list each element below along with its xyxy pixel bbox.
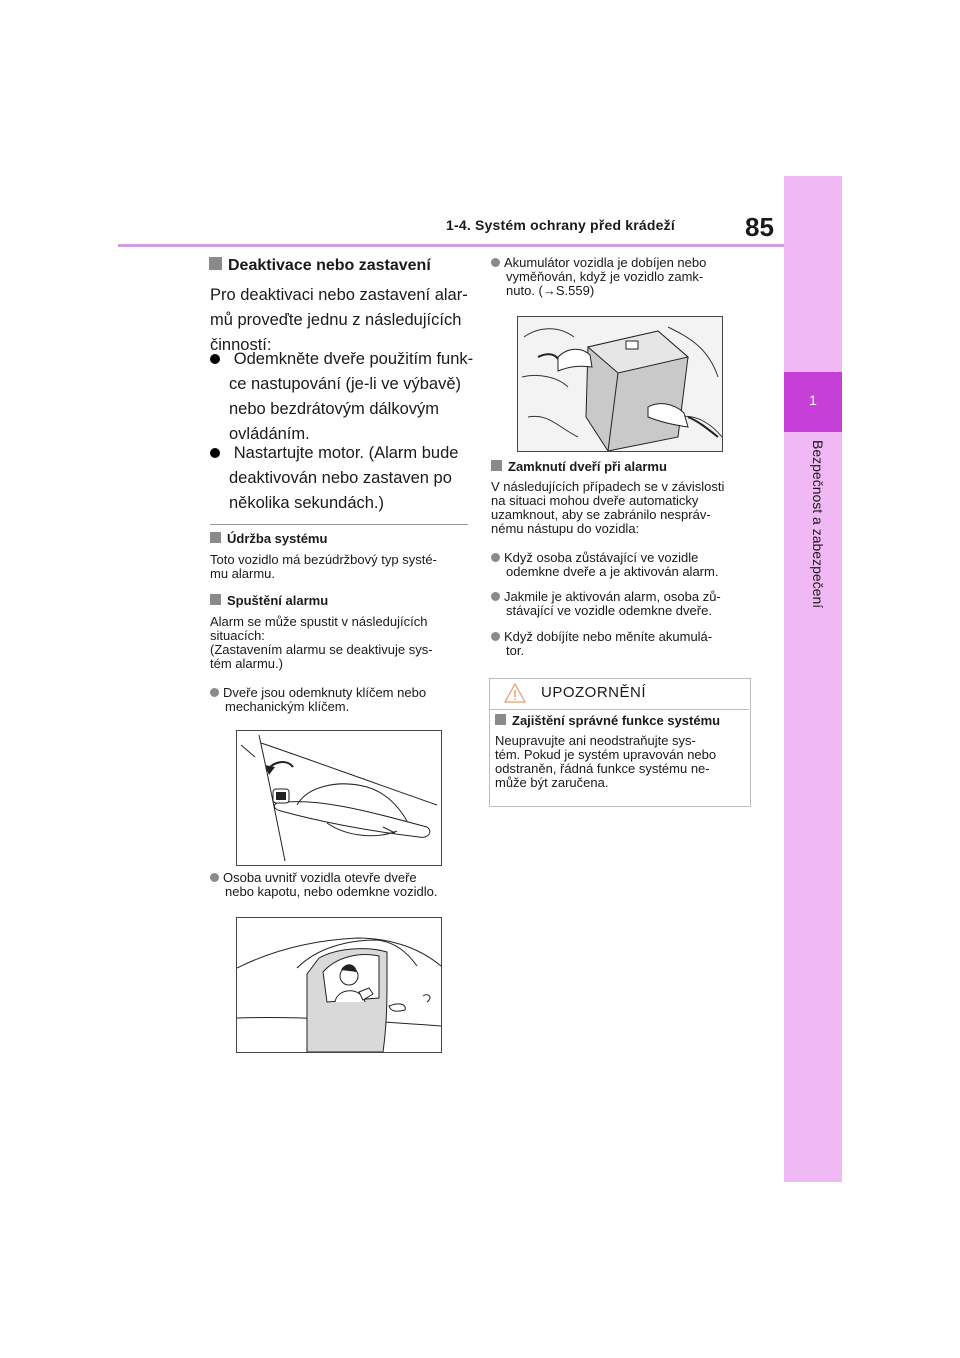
warning-heading xyxy=(495,713,720,728)
list-item xyxy=(210,871,472,899)
text-line: Neupravujte ani neodstraňujte sys- xyxy=(495,733,696,748)
section-heading-deactivation xyxy=(209,257,431,275)
chapter-title: 1-4. Systém ochrany před krádeží xyxy=(446,217,675,233)
round-bullet-icon xyxy=(491,553,500,562)
list-item xyxy=(491,256,753,298)
text-line: odstraněn, řádná funkce systému ne- xyxy=(495,761,710,776)
square-bullet-icon xyxy=(495,714,506,725)
door-handle-icon xyxy=(237,731,441,865)
text-line: stávající ve vozidle odemkne dveře. xyxy=(506,603,712,618)
text-line: několika sekundách.) xyxy=(229,494,385,512)
text-line: V následujících případech se v závislosti xyxy=(491,479,725,494)
auto-lock-paragraph xyxy=(491,480,753,536)
text-line: nebo bezdrátovým dálkovým xyxy=(229,400,440,418)
text-line: může být zaručena. xyxy=(495,775,609,790)
square-bullet-icon xyxy=(210,594,221,605)
text-line: Nastartujte motor. (Alarm bude xyxy=(233,444,459,462)
warning-title: UPOZORNĚNÍ xyxy=(541,684,647,701)
heading-text: Zajištění správné funkce systému xyxy=(512,713,721,728)
text-line: Jakmile je aktivován alarm, osoba zů- xyxy=(504,589,721,604)
text-line: na situaci mohou dveře automaticky xyxy=(491,493,699,508)
text-line: mu alarmu. xyxy=(210,566,276,581)
round-bullet-icon xyxy=(491,258,500,267)
person-in-car-illustration xyxy=(236,917,442,1053)
warning-paragraph xyxy=(495,734,747,790)
round-bullet-icon xyxy=(210,448,220,458)
triggering-paragraph xyxy=(210,615,472,671)
text-line: (Zastavením alarmu se deaktivuje sys- xyxy=(210,642,433,657)
door-key-illustration xyxy=(236,730,442,866)
text-line: Akumulátor vozidla je dobíjen nebo xyxy=(504,255,707,270)
heading-text: Údržba systému xyxy=(227,531,328,546)
bullet-unlock xyxy=(210,347,480,447)
text-line: Osoba uvnitř vozidla otevře dveře xyxy=(223,870,417,885)
side-tab-label: Bezpečnost a zabezpečení xyxy=(810,440,826,609)
page-number: 85 xyxy=(745,212,774,242)
text-line: ovládáním. xyxy=(229,425,310,443)
section-heading-maintenance xyxy=(210,531,327,546)
text-line: uzamknout, aby se zabránilo nespráv- xyxy=(491,507,711,522)
text-line: Alarm se může spustit v následujících xyxy=(210,614,428,629)
text-line: tor. xyxy=(506,643,525,658)
list-item xyxy=(210,686,472,714)
section-divider xyxy=(210,524,468,525)
header-rule xyxy=(118,244,784,247)
battery-illustration xyxy=(517,316,723,452)
text-line: mů proveďte jednu z následujících xyxy=(210,311,462,329)
text-line: vyměňován, když je vozidlo zamk- xyxy=(506,269,704,284)
list-item xyxy=(491,551,753,579)
text-line: Dveře jsou odemknuty klíčem nebo xyxy=(223,685,427,700)
side-tab-number: 1 xyxy=(809,392,817,408)
text-line: činností: xyxy=(210,336,272,354)
text-line: mechanickým klíčem. xyxy=(225,699,350,714)
heading-text: Deaktivace nebo zastavení xyxy=(228,257,431,274)
battery-icon xyxy=(518,317,722,451)
round-bullet-icon xyxy=(210,688,219,697)
car-door-icon xyxy=(237,918,441,1052)
text-line: nebo kapotu, nebo odemkne vozidlo. xyxy=(225,884,438,899)
section-heading-auto-lock xyxy=(491,459,667,474)
list-item xyxy=(491,630,753,658)
text-line: Odemkněte dveře použitím funk- xyxy=(233,350,474,368)
heading-text: Spuštění alarmu xyxy=(227,593,329,608)
text-line: nému nástupu do vozidla: xyxy=(491,521,640,536)
round-bullet-icon xyxy=(210,873,219,882)
text-line: tém. Pokud je systém upravován nebo xyxy=(495,747,717,762)
bullet-start-engine xyxy=(210,441,480,516)
square-bullet-icon xyxy=(491,460,502,471)
round-bullet-icon xyxy=(491,592,500,601)
text-line: Toto vozidlo má bezúdržbový typ systé- xyxy=(210,552,437,567)
warning-triangle-icon xyxy=(504,683,526,708)
list-item xyxy=(491,590,753,618)
text-line: Pro deaktivaci nebo zastavení alar- xyxy=(210,286,468,304)
heading-text: Zamknutí dveří při alarmu xyxy=(508,459,667,474)
section-heading-triggering xyxy=(210,593,328,608)
text-line: nuto. (→S.559) xyxy=(506,283,595,298)
text-line: ce nastupování (je-li ve výbavě) xyxy=(229,375,462,393)
round-bullet-icon xyxy=(491,632,500,641)
maintenance-paragraph xyxy=(210,553,472,581)
text-line: Když dobíjíte nebo měníte akumulá- xyxy=(504,629,713,644)
text-line: situacích: xyxy=(210,628,265,643)
round-bullet-icon xyxy=(210,354,220,364)
square-bullet-icon xyxy=(209,257,222,270)
text-line: odemkne dveře a je aktivován alarm. xyxy=(506,564,719,579)
square-bullet-icon xyxy=(210,532,221,543)
text-line: tém alarmu.) xyxy=(210,656,283,671)
text-line: deaktivován nebo zastaven po xyxy=(229,469,452,487)
text-line: Když osoba zůstávající ve vozidle xyxy=(504,550,699,565)
